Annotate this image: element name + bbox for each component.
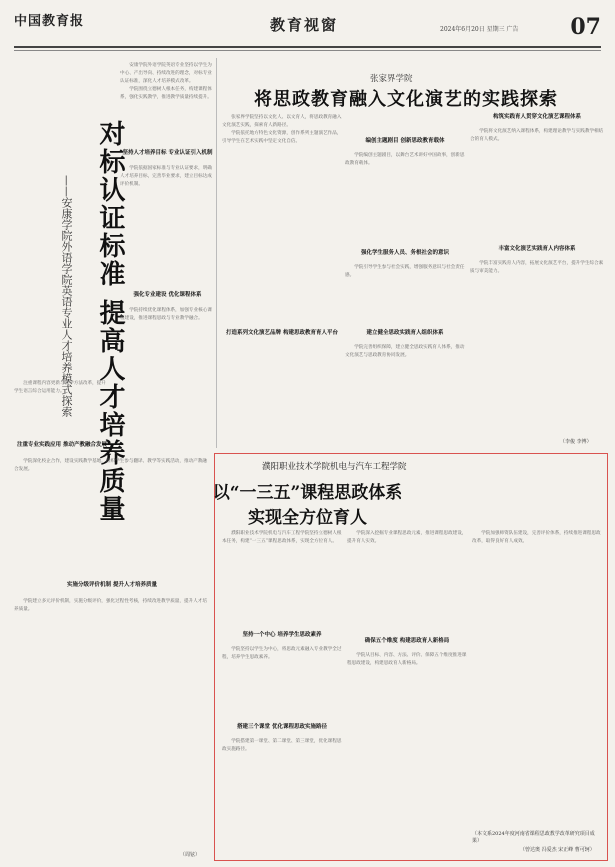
boxed-authors: （曾达奥 冯爱杰 宋正峰 曹可轲） [520,847,595,853]
boxed-subhead-1: 坚持一个中心 培养学生思政素养 [242,632,322,638]
header-subrule [14,50,601,51]
left-subhead-4: 实施分级评价机制 提升人才培养质量 [67,582,157,588]
top-subhead-4: 建立健全思政实践育人组织体系 [366,330,444,336]
issue-meta: 2024年6月20日 星期三 广告 [440,26,519,33]
boxed-story-kicker: 濮阳职业技术学院机电与汽车工程学院 [262,462,407,472]
left-text-3: 学院深化校企合作，建设实践教学基地，组织学生参与翻译、教学等实践活动，推动产教融合发展。 [14,459,207,472]
top-story-kicker: 张家界学院 [370,74,413,84]
left-text-1: 学院依据国家标准与专业认证要求，明确人才培养目标，完善毕业要求，建立目标达成评价机制。 [120,166,212,187]
top-subhead-2: 强化学生服务人员、务根社会的意识 [360,250,449,256]
boxed-funding-note: （本文系2024年度河南省课程思政教学改革研究项目成果） [472,831,595,844]
top-text-3: 学院引导学生参与社会实践，增强服务意识与社会责任感。 [345,265,465,278]
top-text-1: 张家界学院坚持以文化人、以文育人，将思政教育融入文化演艺实践，探索育人新路径。 学院依托地方特色文化资源，创作系列主题演艺作品，引导学生在艺术实践中坚定文化自信。 [222,115,342,144]
boxed-text-5: 学院加强师资队伍建设，完善评价体系，持续推进课程思政改革，取得良好育人成效。 [472,531,601,544]
section-title: 教育视窗 [270,16,339,34]
left-text-2b: 注重课程内容更新与教学方法改革，提升学生语言综合运用能力。 [14,381,106,394]
top-subhead-5: 构筑实践育人贯穿文化演艺课程体系 [492,114,581,120]
boxed-story-headline-line1: 以“一三五”课程思政体系 [212,483,403,503]
top-story-headline: 将思政教育融入文化演艺的实践探索 [254,89,558,110]
left-text-2: 学院持续优化课程体系，加强专业核心课程建设，推进课程思政与专业教学融合。 [120,308,212,321]
left-story-subtitle: ——安康学院外语学院英语专业人才培养模式探索 [60,175,73,417]
top-text-5: 学院将文化演艺纳入课程体系，构建理论教学与实践教学相结合的育人模式。 [470,129,604,142]
header-rule [14,46,601,48]
left-text-4: 学院建立多元评价机制，实施分级评价，强化过程性考核，持续改进教学质量，提升人才培养质量。 [14,599,207,612]
top-subhead-6: 丰富文化演艺实践育人内容体系 [498,246,576,252]
left-subhead-1: 坚持人才培养目标 专业认证引入机制 [122,150,213,156]
left-story-title: 对标认证标准 提高人才培养质量 [95,120,125,524]
top-subhead-1: 编创主题剧目 创新思政教育载体 [365,138,445,144]
boxed-text-3: 学院深入挖掘专业课程思政元素，推进课程思政建设，提升育人实效。 [347,531,467,544]
masthead: 中国教育报 [14,14,85,29]
left-subhead-3: 注重专业实践应用 推动产教融合发展 [17,442,107,448]
top-text-6: 学院丰富实践育人内容，拓展文化演艺平台，提升学生综合素质与审美能力。 [470,261,604,274]
boxed-subhead-2: 搭建三个课堂 优化课程思政实施路径 [237,724,327,730]
left-signature: （周铉） [180,852,201,858]
top-text-2: 学院编创主题剧目，以舞台艺术讲好中国故事，创新思政教育载体。 [345,153,465,166]
boxed-intro: 濮阳职业技术学院机电与汽车工程学院坚持立德树人根本任务，构建“一三五”课程思政体系，实现全方位育人。 [222,531,342,544]
column-divider [216,58,217,448]
top-text-4: 学院完善组织保障，建立健全思政实践育人体系，推动文化演艺与思政教育协同发展。 [345,345,465,358]
left-subhead-2: 强化专业建设 优化课程体系 [133,292,202,298]
boxed-text-2: 学院搭建第一课堂、第二课堂、第三课堂，优化课程思政实施路径。 [222,739,342,752]
left-story-intro: 安康学院外语学院英语专业坚持以学生为中心、产出导向、持续改进的理念，对标专业认证标准，深化人才培养模式改革。 学院围绕立德树人根本任务，构建课程体系，强化实践教学，推进教学质量持续提升。 [120,63,212,100]
top-subhead-3: 打造系列文化演艺品牌 构建思政教育育人平台 [226,330,338,336]
boxed-text-1: 学院坚持以学生为中心，将思政元素融入专业教学全过程，培养学生思政素养。 [222,647,342,660]
top-signature: （李俊 李博） [560,439,592,445]
page-number: 07 [570,14,601,40]
boxed-text-4: 学院从目标、内容、方法、评价、保障五个维度推进课程思政建设，构建思政育人新格局。 [347,653,467,666]
boxed-subhead-3: 确保五个维度 构建思政育人新格局 [364,638,450,644]
boxed-story-headline-line2: 实现全方位育人 [248,508,367,528]
